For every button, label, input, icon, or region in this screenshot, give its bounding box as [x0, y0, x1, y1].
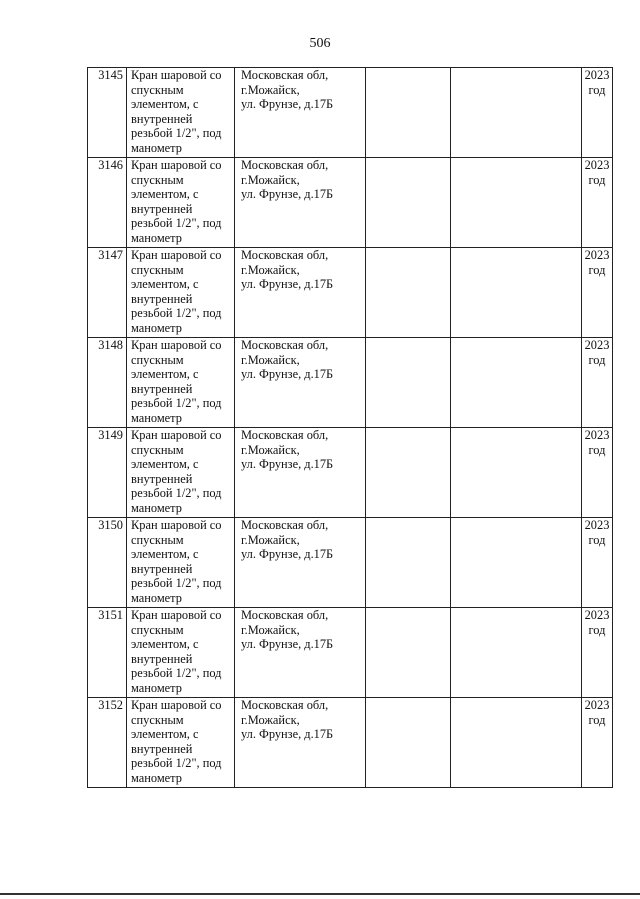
item-name-line: спускным — [131, 442, 184, 457]
item-year-line: год — [588, 442, 606, 457]
item-address-line: г.Можайск, — [241, 262, 300, 277]
item-name-line: внутренней — [131, 111, 193, 126]
table-row — [88, 158, 613, 248]
item-name — [127, 248, 235, 338]
empty-cell — [451, 608, 582, 698]
item-name-line: элементом, с — [131, 97, 199, 112]
item-address-line: ул. Фрунзе, д.17Б — [241, 367, 334, 382]
empty-cell — [366, 248, 451, 338]
item-name-line: Кран шаровой со — [131, 698, 222, 712]
item-address-line: г.Можайск, — [241, 352, 300, 367]
item-year — [582, 338, 613, 428]
item-name-line: элементом, с — [131, 637, 199, 652]
item-name-line: элементом, с — [131, 547, 199, 562]
item-name-line: резьбой 1/2", под — [131, 486, 222, 501]
row-number: 3151 — [88, 608, 127, 698]
empty-cell — [366, 608, 451, 698]
empty-cell — [366, 428, 451, 518]
item-address-line: ул. Фрунзе, д.17Б — [241, 187, 334, 202]
table-row — [88, 68, 613, 158]
empty-cell — [451, 158, 582, 248]
empty-cell — [451, 68, 582, 158]
item-name — [127, 158, 235, 248]
item-name-line: Кран шаровой со — [131, 248, 222, 262]
item-address — [235, 68, 366, 158]
row-number: 3152 — [88, 698, 127, 788]
item-name-line: элементом, с — [131, 277, 199, 292]
item-address-line: г.Можайск, — [241, 82, 300, 97]
row-number: 3148 — [88, 338, 127, 428]
item-name-line: элементом, с — [131, 367, 199, 382]
empty-cell — [366, 698, 451, 788]
item-year — [582, 158, 613, 248]
page-number: 506 — [309, 36, 331, 51]
item-name-line: элементом, с — [131, 727, 199, 742]
item-year — [582, 698, 613, 788]
empty-cell — [366, 518, 451, 608]
item-year-line: 2023 — [584, 428, 610, 442]
item-name — [127, 608, 235, 698]
item-address-line: г.Можайск, — [241, 712, 300, 727]
item-address-line: Московская обл, — [241, 518, 329, 532]
item-address — [235, 698, 366, 788]
item-address-line: Московская обл, — [241, 698, 329, 712]
item-address-line: ул. Фрунзе, д.17Б — [241, 277, 334, 292]
empty-cell — [451, 338, 582, 428]
item-address — [235, 158, 366, 248]
item-name-line: спускным — [131, 82, 184, 97]
item-year — [582, 428, 613, 518]
table-row — [88, 428, 613, 518]
item-name — [127, 68, 235, 158]
item-name-line: манометр — [131, 500, 182, 515]
item-address-line: Московская обл, — [241, 158, 329, 172]
item-name-line: резьбой 1/2", под — [131, 576, 222, 591]
empty-cell — [451, 428, 582, 518]
item-year — [582, 608, 613, 698]
item-year-line: год — [588, 82, 606, 97]
row-number: 3146 — [88, 158, 127, 248]
item-name — [127, 698, 235, 788]
table-row — [88, 608, 613, 698]
item-name-line: Кран шаровой со — [131, 158, 222, 172]
item-year — [582, 248, 613, 338]
item-year-line: год — [588, 622, 606, 637]
item-year — [582, 68, 613, 158]
row-number: 3149 — [88, 428, 127, 518]
item-name-line: Кран шаровой со — [131, 518, 222, 532]
item-name-line: манометр — [131, 320, 182, 335]
item-address-line: Московская обл, — [241, 68, 329, 82]
item-name-line: внутренней — [131, 471, 193, 486]
item-name-line: резьбой 1/2", под — [131, 126, 222, 141]
table-body — [88, 68, 613, 788]
item-name-line: резьбой 1/2", под — [131, 306, 222, 321]
item-address — [235, 428, 366, 518]
item-name-line: внутренней — [131, 561, 193, 576]
item-year-line: 2023 — [584, 608, 610, 622]
item-name-line: элементом, с — [131, 187, 199, 202]
item-name-line: резьбой 1/2", под — [131, 396, 222, 411]
empty-cell — [366, 68, 451, 158]
inventory-table — [87, 67, 613, 788]
item-name-line: внутренней — [131, 201, 193, 216]
item-address-line: Московская обл, — [241, 248, 329, 262]
item-address — [235, 518, 366, 608]
item-address-line: ул. Фрунзе, д.17Б — [241, 637, 334, 652]
item-year-line: год — [588, 172, 606, 187]
item-name — [127, 518, 235, 608]
row-number: 3147 — [88, 248, 127, 338]
item-address-line: Московская обл, — [241, 608, 329, 622]
item-address-line: ул. Фрунзе, д.17Б — [241, 727, 334, 742]
item-year-line: 2023 — [584, 338, 610, 352]
item-name-line: спускным — [131, 712, 184, 727]
item-name-line: резьбой 1/2", под — [131, 216, 222, 231]
item-name-line: манометр — [131, 410, 182, 425]
table-row — [88, 248, 613, 338]
item-address — [235, 248, 366, 338]
item-name-line: внутренней — [131, 741, 193, 756]
item-name — [127, 428, 235, 518]
item-year-line: 2023 — [584, 68, 610, 82]
item-name — [127, 338, 235, 428]
item-year-line: 2023 — [584, 248, 610, 262]
item-name-line: спускным — [131, 622, 184, 637]
item-year-line: год — [588, 712, 606, 727]
item-address-line: г.Можайск, — [241, 622, 300, 637]
item-year-line: 2023 — [584, 158, 610, 172]
empty-cell — [451, 248, 582, 338]
bottom-rule — [0, 893, 640, 895]
item-address — [235, 338, 366, 428]
table-row — [88, 338, 613, 428]
empty-cell — [451, 518, 582, 608]
item-name-line: Кран шаровой со — [131, 68, 222, 82]
item-name-line: спускным — [131, 262, 184, 277]
item-name-line: спускным — [131, 532, 184, 547]
row-number: 3150 — [88, 518, 127, 608]
empty-cell — [366, 158, 451, 248]
item-address-line: Московская обл, — [241, 338, 329, 352]
item-name-line: манометр — [131, 230, 182, 245]
item-name-line: резьбой 1/2", под — [131, 756, 222, 771]
item-name-line: Кран шаровой со — [131, 338, 222, 352]
item-name-line: внутренней — [131, 291, 193, 306]
item-name-line: Кран шаровой со — [131, 608, 222, 622]
item-name-line: манометр — [131, 770, 182, 785]
item-name-line: спускным — [131, 172, 184, 187]
row-number: 3145 — [88, 68, 127, 158]
item-name-line: внутренней — [131, 651, 193, 666]
item-name-line: Кран шаровой со — [131, 428, 222, 442]
item-name-line: внутренней — [131, 381, 193, 396]
item-address-line: Московская обл, — [241, 428, 329, 442]
item-name-line: манометр — [131, 590, 182, 605]
table-row — [88, 698, 613, 788]
item-name-line: элементом, с — [131, 457, 199, 472]
empty-cell — [366, 338, 451, 428]
table-row — [88, 518, 613, 608]
item-year-line: 2023 — [584, 698, 610, 712]
item-year-line: год — [588, 532, 606, 547]
item-address-line: г.Можайск, — [241, 532, 300, 547]
item-year-line: год — [588, 262, 606, 277]
item-address-line: г.Можайск, — [241, 172, 300, 187]
item-address-line: ул. Фрунзе, д.17Б — [241, 97, 334, 112]
item-year-line: год — [588, 352, 606, 367]
item-name-line: манометр — [131, 680, 182, 695]
item-address-line: г.Можайск, — [241, 442, 300, 457]
item-name-line: манометр — [131, 140, 182, 155]
item-year-line: 2023 — [584, 518, 610, 532]
item-address-line: ул. Фрунзе, д.17Б — [241, 547, 334, 562]
item-year — [582, 518, 613, 608]
item-address — [235, 608, 366, 698]
empty-cell — [451, 698, 582, 788]
item-name-line: резьбой 1/2", под — [131, 666, 222, 681]
item-address-line: ул. Фрунзе, д.17Б — [241, 457, 334, 472]
item-name-line: спускным — [131, 352, 184, 367]
